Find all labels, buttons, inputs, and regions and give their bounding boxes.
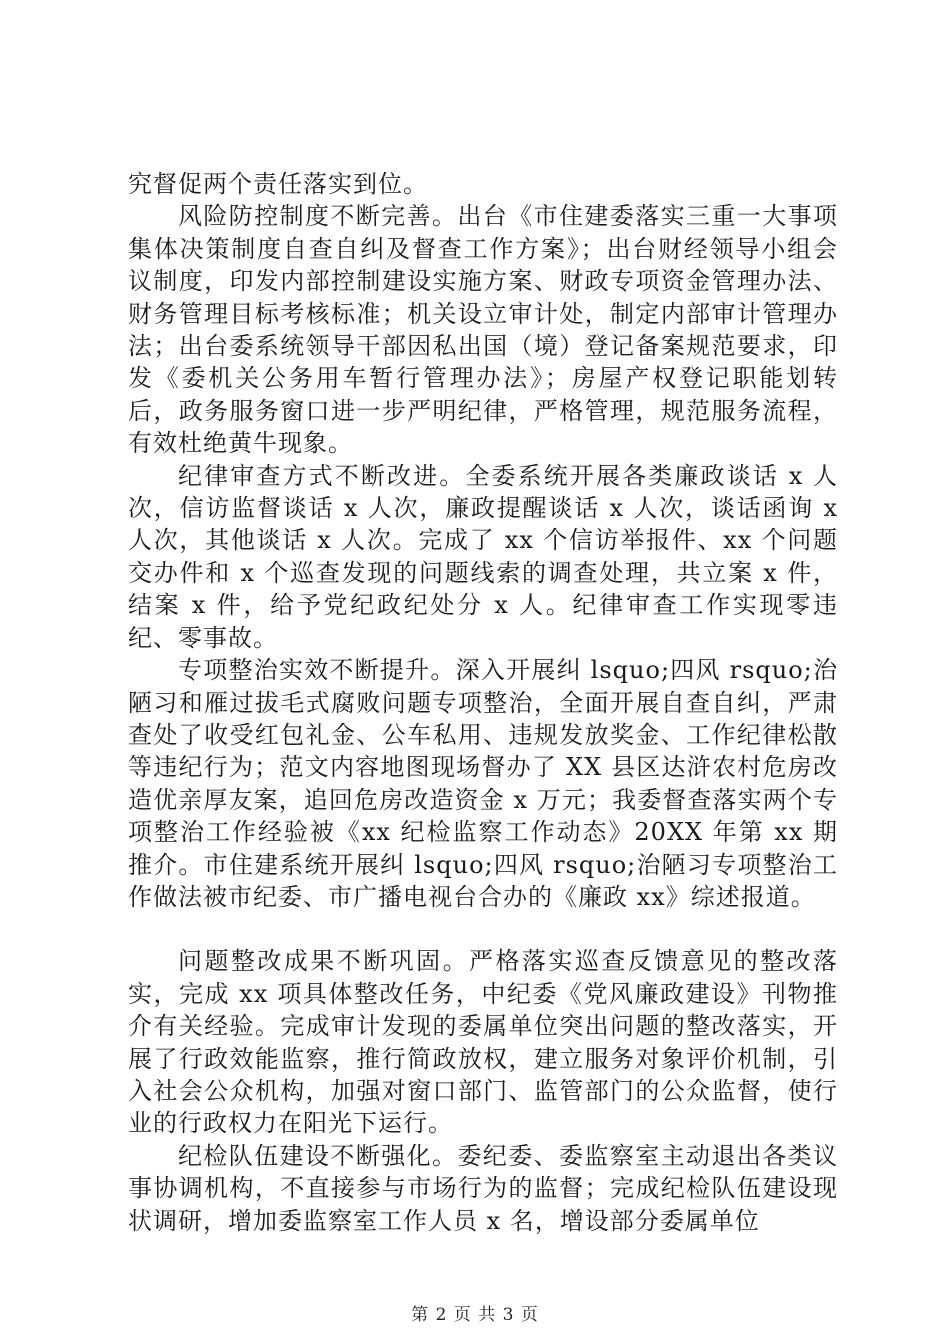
document-body xyxy=(128,168,838,1237)
page-number-footer: 第 2 页 共 3 页 xyxy=(411,1305,539,1325)
paragraph-risk-control: 风险防控制度不断完善。出台《市住建委落实三重一大事项集体决策制度自查自纠及督查工作方案》；出台财经领导小组会议制度，印发内部控制建设实施方案、财政专项资金管理办法、财务管理目标考核标准；机关设立审计处，制定内部审计管理办法；出台委系统领导干部因私出国（境）登记备案规范要求，印发《委机关公务用车暂行管理办法》；房屋产权登记职能划转后，政务服务窗口进一步严明纪律，严格管理，规范服务流程，有效杜绝黄牛现象。 xyxy=(128,202,838,458)
paragraph-problem-rectification: 问题整改成果不断巩固。严格落实巡查反馈意见的整改落实，完成 xx 项具体整改任务，中纪委《党风廉政建设》刊物推介有关经验。完成审计发现的委属单位突出问题的整改落实，开展了行政效能监察，推行简政放权，建立服务对象评价机制，引入社会公众机构，加强对窗口部门、监管部门的公众监督，使行业的行政权力在阳光下运行。 xyxy=(128,947,838,1138)
paragraph-discipline-review: 纪律审查方式不断改进。全委系统开展各类廉政谈话 x 人次，信访监督谈话 x 人次，廉政提醒谈话 x 人次，谈话函询 x 人次，其他谈话 x 人次。完成了 xx 个信访举报件、xx 个问题交办件和 x 个巡查发现的问题线索的调查处理，共立案 x 件，结案 x 件，给予党纪政纪处分 x 人。纪律审查工作实现零违纪、零事故。 xyxy=(128,461,838,652)
paragraph-continuation: 究督促两个责任落实到位。 xyxy=(128,170,428,198)
paragraph-special-rectification: 专项整治实效不断提升。深入开展纠 lsquo;四风 rsquo;治陋习和雁过拔毛式腐败问题专项整治，全面开展自查自纠，严肃查处了收受红包礼金、公车私用、违规发放奖金、工作纪律松散等违纪行为；范文内容地图现场督办了 XX 县区达浒农村危房改造优亲厚友案，追回危房改造资金 x 万元；我委督查落实两个专项整治工作经验被《xx 纪检监察工作动态》20XX 年第 xx 期推介。市住建系统开展纠 lsquo;四风 rsquo;治陋习专项整治工作做法被市纪委、市广播电视台合办的《廉政 xx》综述报道。 xyxy=(128,656,838,911)
paragraph-team-building: 纪检队伍建设不断强化。委纪委、委监察室主动退出各类议事协调机构，不直接参与市场行为的监督；完成纪检队伍建设现状调研，增加委监察室工作人员 x 名，增设部分委属单位 xyxy=(128,1141,838,1235)
